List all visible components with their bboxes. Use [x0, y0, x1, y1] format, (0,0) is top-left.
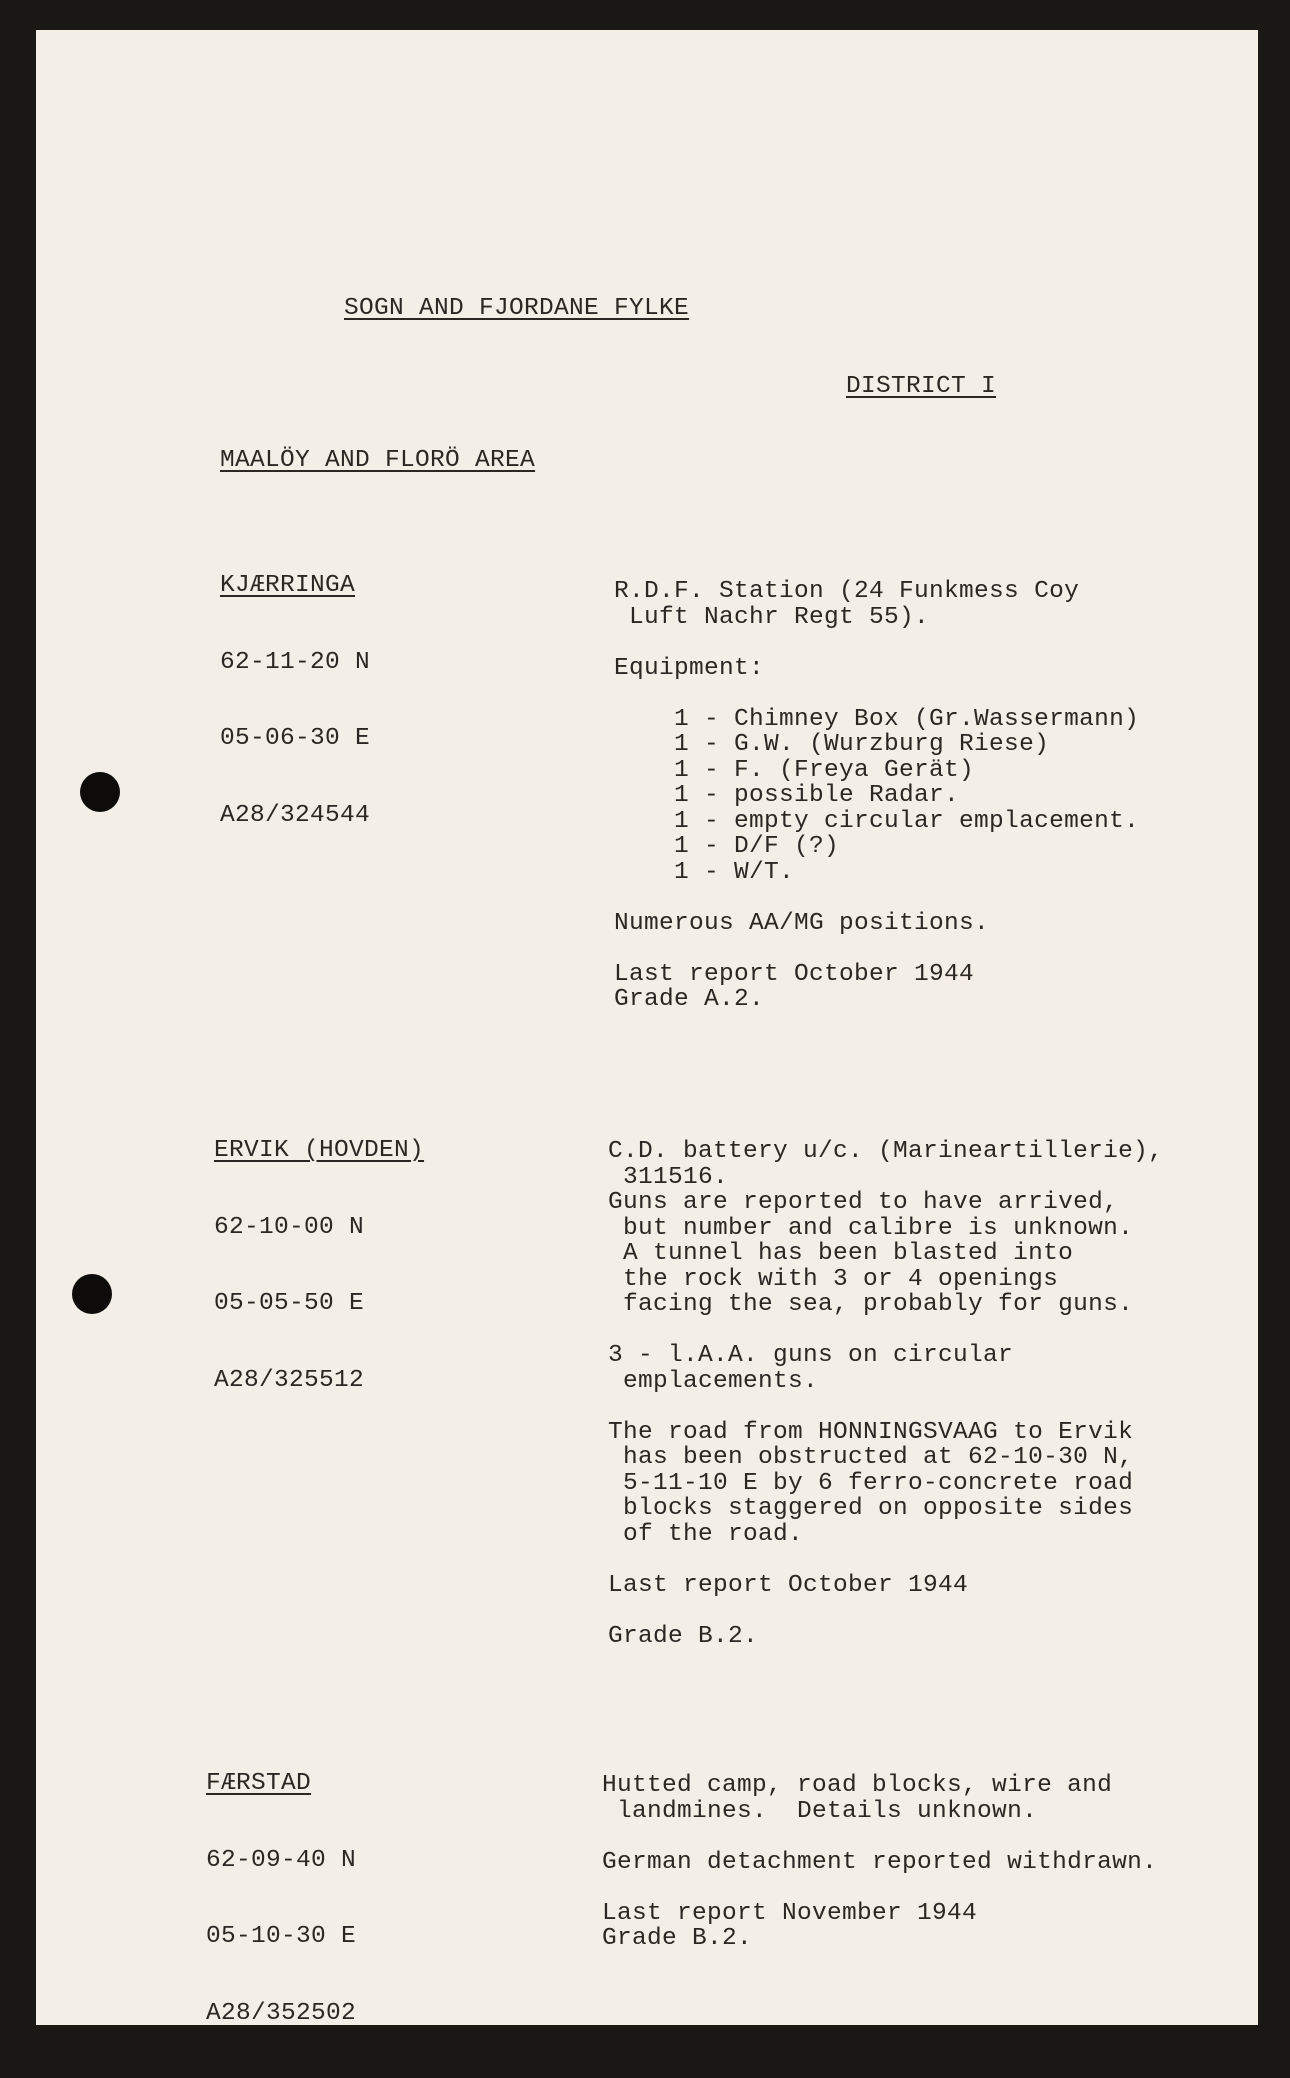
document-page — [36, 30, 1258, 2025]
entry-location — [214, 1087, 424, 1444]
entry-details — [602, 1722, 1157, 2003]
text-line: 1 - W/T. — [614, 858, 795, 886]
text-line: Last report October 1944 — [614, 960, 975, 988]
punch-hole-top — [80, 772, 120, 812]
text-line: Hutted camp, road blocks, wire and — [602, 1772, 1113, 1799]
location-name: KJÆRRINGA — [220, 572, 356, 599]
text-line: but number and calibre is unknown. — [608, 1214, 1134, 1242]
text-line: Grade B.2. — [602, 1925, 753, 1952]
longitude: 05-05-50 E — [214, 1290, 365, 1317]
latitude: 62-11-20 N — [220, 648, 371, 676]
text-line — [614, 630, 1139, 656]
text-line — [608, 1318, 1163, 1344]
text-line: 1 - F. (Freya Gerät) — [614, 756, 975, 784]
text-line: 5-11-10 E by 6 ferro-concrete road — [608, 1469, 1134, 1497]
entry-location — [206, 1720, 356, 2077]
entry-details — [608, 1088, 1163, 1700]
text-line: R.D.F. Station (24 Funkmess Coy — [614, 578, 1080, 605]
latitude: 62-09-40 N — [206, 1846, 357, 1874]
text-line: C.D. battery u/c. (Marineartillerie), — [608, 1138, 1164, 1165]
text-line: Grade A.2. — [614, 986, 765, 1013]
longitude: 05-10-30 E — [206, 1923, 357, 1950]
district-label: DISTRICT I — [846, 373, 997, 400]
text-line — [602, 1824, 1157, 1850]
text-line: German detachment reported withdrawn. — [602, 1848, 1158, 1876]
text-line: Grade B.2. — [608, 1622, 759, 1650]
text-line — [608, 1547, 1163, 1573]
text-line: landmines. Details unknown. — [602, 1797, 1038, 1825]
grid-reference: A28/324544 — [220, 801, 371, 829]
text-line: has been obstructed at 62-10-30 N, — [608, 1444, 1134, 1471]
latitude: 62-10-00 N — [214, 1213, 365, 1241]
text-line: 1 - empty circular emplacement. — [614, 807, 1140, 835]
text-line: 3 - l.A.A. guns on circular — [608, 1342, 1014, 1369]
text-line: Guns are reported to have arrived, — [608, 1189, 1119, 1216]
text-line: The road from HONNINGSVAAG to Ervik — [608, 1418, 1134, 1446]
entry-details — [614, 528, 1139, 1064]
punch-hole-bottom — [72, 1274, 112, 1314]
area-heading: MAALÖY AND FLORÖ AREA — [220, 447, 536, 474]
text-line: Luft Nachr Regt 55). — [614, 603, 930, 631]
text-line: of the road. — [608, 1520, 804, 1548]
text-line: facing the sea, probably for guns. — [608, 1291, 1134, 1318]
entry-location — [220, 522, 370, 879]
text-line — [608, 1598, 1163, 1624]
text-line — [614, 681, 1139, 707]
text-line: 311516. — [608, 1163, 729, 1191]
text-line: 1 - possible Radar. — [614, 782, 960, 809]
longitude: 05-06-30 E — [220, 725, 371, 752]
text-line: 1 - Chimney Box (Gr.Wassermann) — [614, 705, 1140, 733]
location-name: ERVIK (HOVDEN) — [214, 1137, 425, 1164]
text-line: 1 - G.W. (Wurzburg Riese) — [614, 731, 1050, 758]
text-line — [602, 1875, 1157, 1901]
text-line: A tunnel has been blasted into — [608, 1240, 1074, 1267]
text-line: the rock with 3 or 4 openings — [608, 1265, 1059, 1293]
grid-reference: A28/352502 — [206, 1999, 357, 2027]
text-line — [614, 885, 1139, 911]
text-line: Last report November 1944 — [602, 1899, 978, 1927]
location-name: FÆRSTAD — [206, 1770, 312, 1797]
text-line: 1 - D/F (?) — [614, 833, 840, 860]
text-line — [614, 936, 1139, 962]
text-line: blocks staggered on opposite sides — [608, 1495, 1134, 1522]
text-line: emplacements. — [608, 1367, 819, 1395]
text-line — [608, 1394, 1163, 1420]
grid-reference: A28/325512 — [214, 1366, 365, 1394]
document-title: SOGN AND FJORDANE FYLKE — [344, 295, 690, 322]
text-line: Equipment: — [614, 654, 765, 682]
text-line: Last report October 1944 — [608, 1571, 969, 1599]
text-line: Numerous AA/MG positions. — [614, 909, 990, 937]
